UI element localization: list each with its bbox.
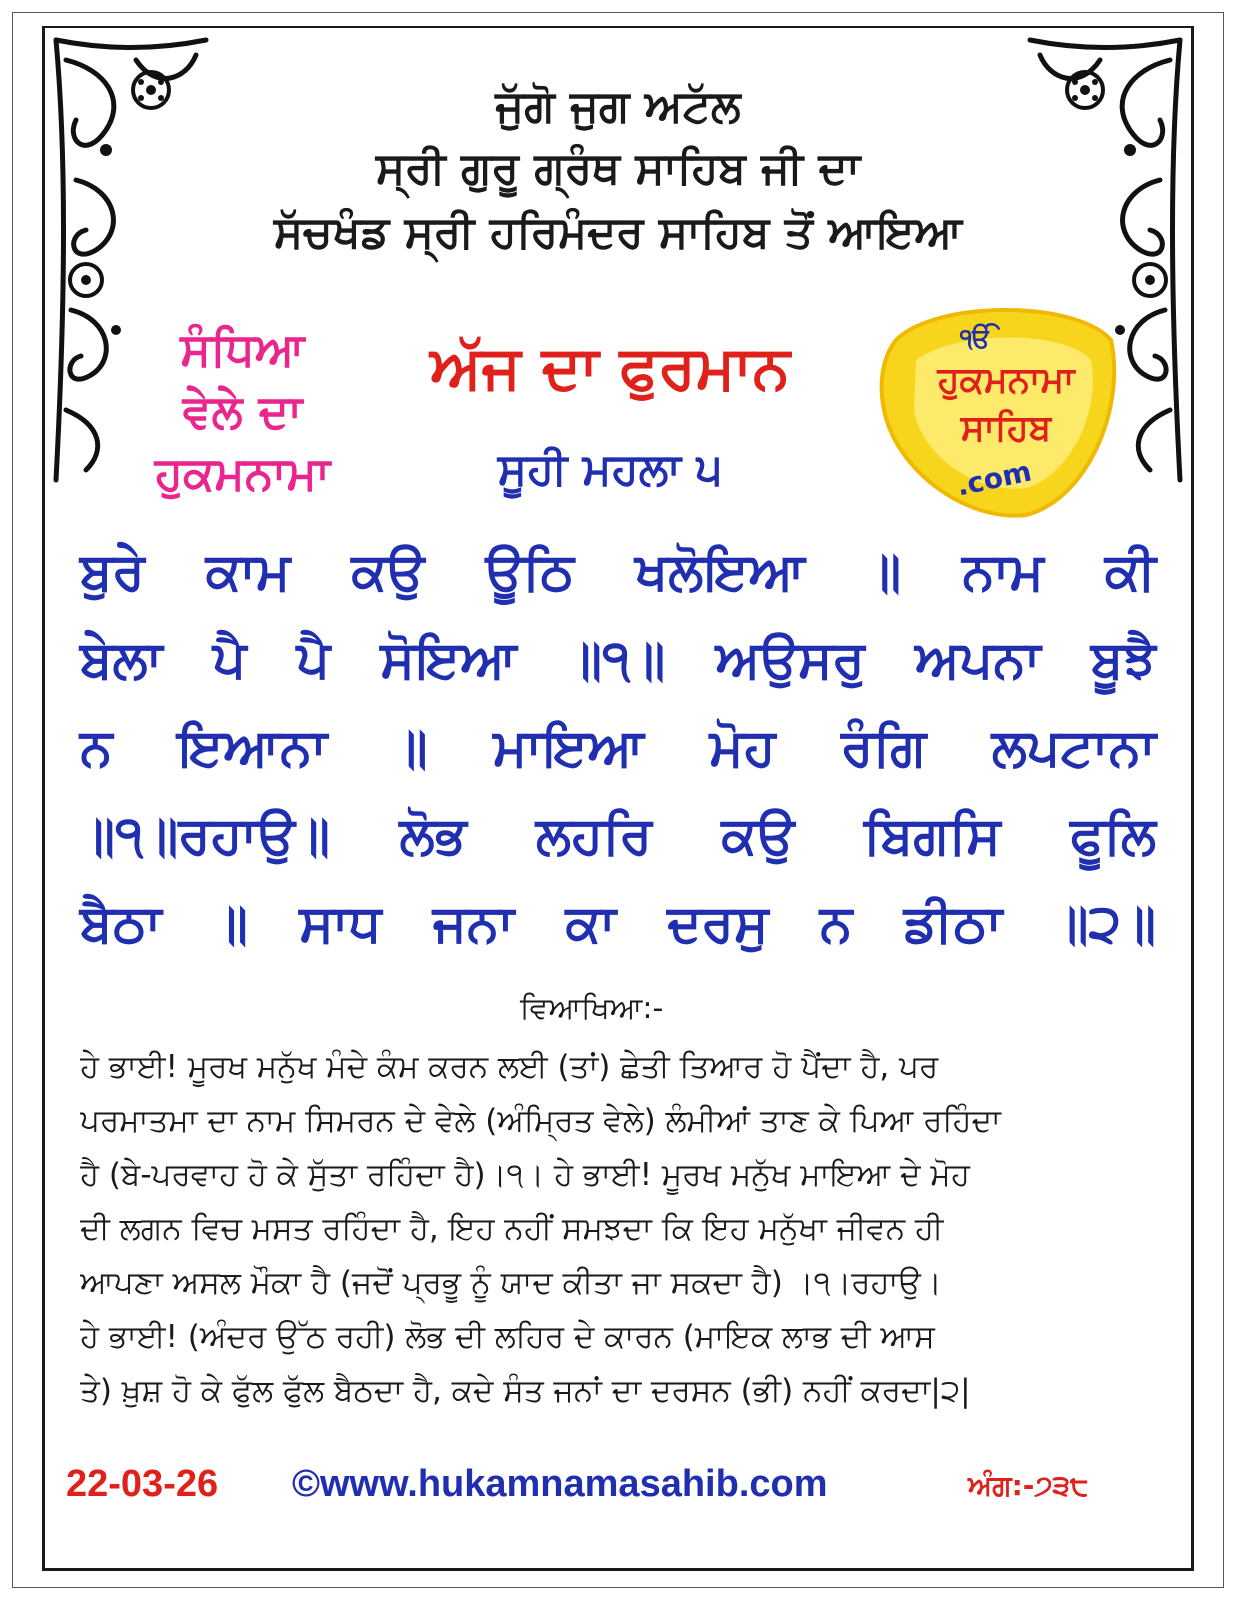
evening-hukamnama-label	[110, 318, 375, 504]
explanation-label: ਵਿਆਖਿਆ:-	[520, 991, 664, 1026]
explanation-line: ਆਪਣਾ ਅਸਲ ਮੌਕਾ ਹੈ (ਜਦੋਂ ਪ੍ਰਭੂ ਨੂੰ ਯਾਦ ਕੀਤਾ ਜਾ ਸਕਦਾ ਹੈ) ।੧।ਰਹਾਉ।	[80, 1265, 942, 1301]
evening-label-line: ਵੇਲੇ ਦਾ	[182, 384, 303, 438]
ik-onkar-icon: ੴ	[960, 324, 992, 354]
header-line-1: ਜੁੱਗੋ ਜੁਗ ਅਟੱਲ	[495, 81, 741, 132]
footer-website-link[interactable]: ©www.hukamnamasahib.com	[292, 1463, 828, 1505]
explanation-line: ਹੇ ਭਾਈ! ਮੂਰਖ ਮਨੁੱਖ ਮੰਦੇ ਕੰਮ ਕਰਨ ਲਈ (ਤਾਂ) ਛੇਤੀ ਤਿਆਰ ਹੋ ਪੈਂਦਾ ਹੈ, ਪਰ	[80, 1049, 939, 1085]
gurbani-line: ॥੧॥ਰਹਾਉ॥ ਲੋਭ ਲਹਰਿ ਕਉ ਬਿਗਸਿ ਫੂਲਿ	[80, 806, 1156, 866]
header-line-3: ਸੱਚਖੰਡ ਸ੍ਰੀ ਹਰਿਮੰਦਰ ਸਾਹਿਬ ਤੋਂ ਆਇਆ	[273, 207, 963, 258]
hukamnama-sahib-logo	[876, 300, 1122, 520]
explanation-line: ਤੇ) ਖ਼ੁਸ਼ ਹੋ ਕੇ ਫੁੱਲ ਫੁੱਲ ਬੈਠਦਾ ਹੈ, ਕਦੇ ਸੰਤ ਜਨਾਂ ਦਾ ਦਰਸਨ (ਭੀ) ਨਹੀਂ ਕਰਦਾ|੨|	[80, 1373, 971, 1409]
logo-text-hukamnama: ਹੁਕਮਨਾਮਾ	[937, 360, 1075, 401]
explanation-line: ਹੈ (ਬੇ-ਪਰਵਾਹ ਹੋ ਕੇ ਸੁੱਤਾ ਰਹਿੰਦਾ ਹੈ)।੧। ਹੇ ਭਾਈ! ਮੂਰਖ ਮਨੁੱਖ ਮਾਇਆ ਦੇ ਮੋਹ	[80, 1157, 970, 1193]
gurbani-line: ਬੇਲਾ ਪੈ ਪੈ ਸੋਇਆ ॥੧॥ ਅਉਸਰੁ ਅਪਨਾ ਬੂਝੈ	[80, 630, 1156, 690]
explanation-text	[80, 1040, 1160, 1418]
gurbani-line: ਨ ਇਆਨਾ ॥ ਮਾਇਆ ਮੋਹ ਰੰਗਿ ਲਪਟਾਨਾ	[80, 718, 1156, 778]
gurbani-line: ਬੈਠਾ ॥ ਸਾਧ ਜਨਾ ਕਾ ਦਰਸੁ ਨ ਡੀਠਾ ॥੨॥	[80, 894, 1156, 954]
raag-heading: ਸੂਹੀ ਮਹਲਾ ੫	[497, 444, 723, 495]
logo-text-sahib: ਸਾਹਿਬ	[960, 408, 1052, 449]
gurbani-line: ਬੁਰੇ ਕਾਮ ਕਉ ਊਠਿ ਖਲੋਇਆ ॥ ਨਾਮ ਕੀ	[80, 542, 1156, 602]
explanation-line: ਹੇ ਭਾਈ! (ਅੰਦਰ ਉੱਠ ਰਹੀ) ਲੋਭ ਦੀ ਲਹਿਰ ਦੇ ਕਾਰਨ (ਮਾਇਕ ਲਾਭ ਦੀ ਆਸ	[80, 1319, 935, 1355]
evening-label-line: ਹੁਕਮਨਾਮਾ	[154, 446, 331, 500]
footer-date: 22-03-26	[66, 1463, 219, 1505]
logo-text-com: .com	[953, 454, 1035, 503]
todays-order-heading: ਅੱਜ ਦਾ ਫੁਰਮਾਨ	[430, 333, 790, 403]
header-line-2: ਸ੍ਰੀ ਗੁਰੂ ਗ੍ਰੰਥ ਸਾਹਿਬ ਜੀ ਦਾ	[375, 143, 861, 194]
footer-ang-number: ਅੰਗ:-੭੩੮	[968, 1469, 1089, 1502]
gurbani-shabad	[80, 528, 1156, 968]
evening-label-line: ਸੰਧਿਆ	[180, 322, 305, 376]
explanation-line: ਪਰਮਾਤਮਾ ਦਾ ਨਾਮ ਸਿਮਰਨ ਦੇ ਵੇਲੇ (ਅੰਮ੍ਰਿਤ ਵੇਲੇ) ਲੰਮੀਆਂ ਤਾਣ ਕੇ ਪਿਆ ਰਹਿੰਦਾ	[80, 1103, 1001, 1139]
explanation-line: ਦੀ ਲਗਨ ਵਿਚ ਮਸਤ ਰਹਿੰਦਾ ਹੈ, ਇਹ ਨਹੀਂ ਸਮਝਦਾ ਕਿ ਇਹ ਮਨੁੱਖਾ ਜੀਵਨ ਹੀ	[80, 1211, 944, 1247]
